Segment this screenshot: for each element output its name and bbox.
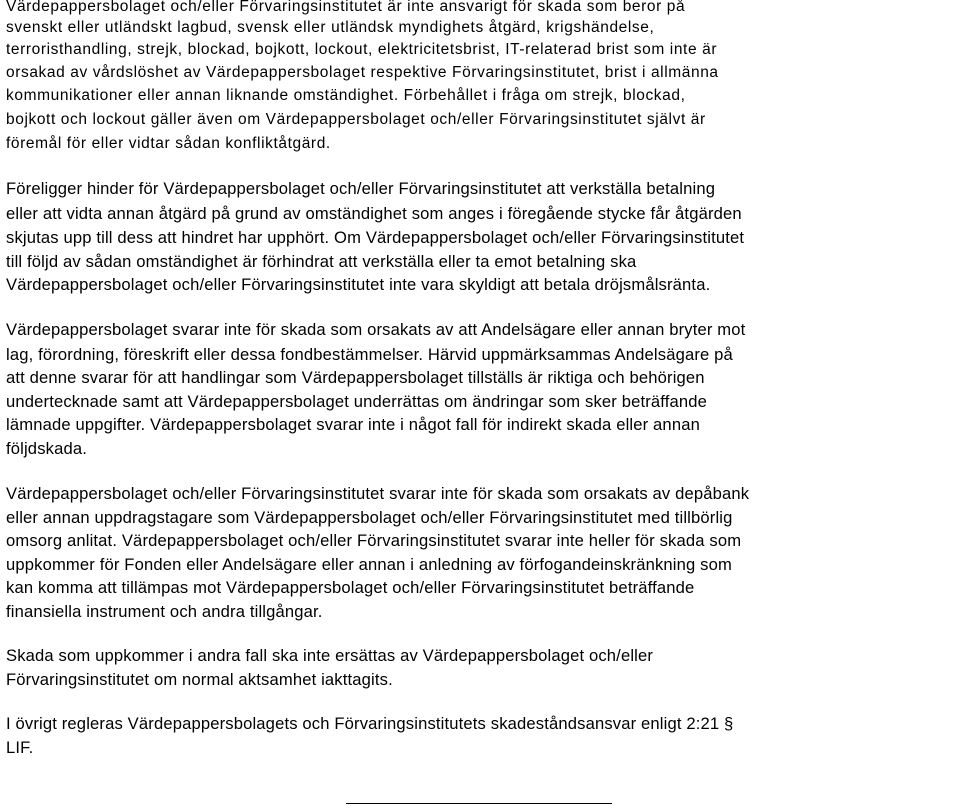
text-line: Skada som uppkommer i andra fall ska inte ersättas av Värdepappersbolaget och/eller: [6, 646, 654, 665]
text-line: orsakad av vårdslöshet av Värdepappersbolaget respektive Förvaringsinstitutet, brist i allmänna: [6, 64, 719, 81]
text-line: Värdepappersbolaget och/eller Förvaringsinstitutet är inte ansvarigt för skada som beror på: [6, 0, 686, 15]
footnote-separator-rule: [346, 803, 612, 804]
text-line: LIF.: [6, 738, 34, 757]
text-line: svenskt eller utländskt lagbud, svensk eller utländsk myndighets åtgärd, krigshändelse,: [6, 19, 655, 36]
text-line: eller annan uppdragstagare som Värdepappersbolaget och/eller Förvaringsinstitutet med tillbörlig: [6, 508, 733, 527]
text-line: eller att vidta annan åtgärd på grund av omständighet som anges i föregående stycke får åtgärden: [6, 204, 742, 223]
text-line: till följd av sådan omständighet är förhindrat att verkställa eller ta emot betalning ska: [6, 252, 637, 271]
text-line: kommunikationer eller annan liknande omständighet. Förbehållet i fråga om strejk, blockad,: [6, 87, 686, 104]
text-line: lag, förordning, föreskrift eller dessa fondbestämmelser. Härvid uppmärksammas Andelsägare på: [6, 345, 733, 364]
text-line: Värdepappersbolaget och/eller Förvaringsinstitutet svarar inte för skada som orsakats av depåbank: [6, 484, 750, 503]
text-line: finansiella instrument och andra tillgångar.: [6, 602, 323, 621]
text-line: undertecknade samt att Värdepappersbolaget underrättas om ändringar som sker beträffande: [6, 392, 708, 411]
text-line: Värdepappersbolaget och/eller Förvaringsinstitutet inte vara skyldigt att betala dröjsmålsränta.: [6, 275, 711, 294]
text-line: lämnade uppgifter. Värdepappersbolaget svarar inte i något fall för indirekt skada eller annan: [6, 415, 700, 434]
text-line: Förvaringsinstitutet om normal aktsamhet iakttagits.: [6, 670, 393, 689]
text-line: bojkott och lockout gäller även om Värdepappersbolaget och/eller Förvaringsinstitutet självt är: [6, 111, 706, 128]
text-line: I övrigt regleras Värdepappersbolagets och Förvaringsinstitutets skadeståndsansvar enligt 2:21 §: [6, 714, 734, 733]
text-line: Föreligger hinder för Värdepappersbolaget och/eller Förvaringsinstitutet att verkställa betalning: [6, 179, 716, 198]
text-line: omsorg anlitat. Värdepappersbolaget och/eller Förvaringsinstitutet svarar inte heller för skada som: [6, 531, 742, 550]
text-line: uppkommer för Fonden eller Andelsägare eller annan i anledning av förfogandeinskränkning som: [6, 555, 732, 574]
text-line: Värdepappersbolaget svarar inte för skada som orsakats av att Andelsägare eller annan bryter mot: [6, 320, 746, 339]
text-line: skjutas upp till dess att hindret har upphört. Om Värdepappersbolaget och/eller Förvaringsinstitutet: [6, 228, 745, 247]
text-line: terroristhandling, strejk, blockad, bojkott, lockout, elektricitetsbrist, IT-relaterad brist som inte är: [6, 41, 718, 58]
text-line: kan komma att tillämpas mot Värdepappersbolaget och/eller Förvaringsinstitutet beträffande: [6, 578, 695, 597]
text-line: följdskada.: [6, 439, 87, 458]
text-line: att denne svarar för att handlingar som Värdepappersbolaget tillställs är riktiga och behörigen: [6, 368, 705, 387]
text-line: föremål för eller vidtar sådan konfliktåtgärd.: [6, 135, 331, 152]
